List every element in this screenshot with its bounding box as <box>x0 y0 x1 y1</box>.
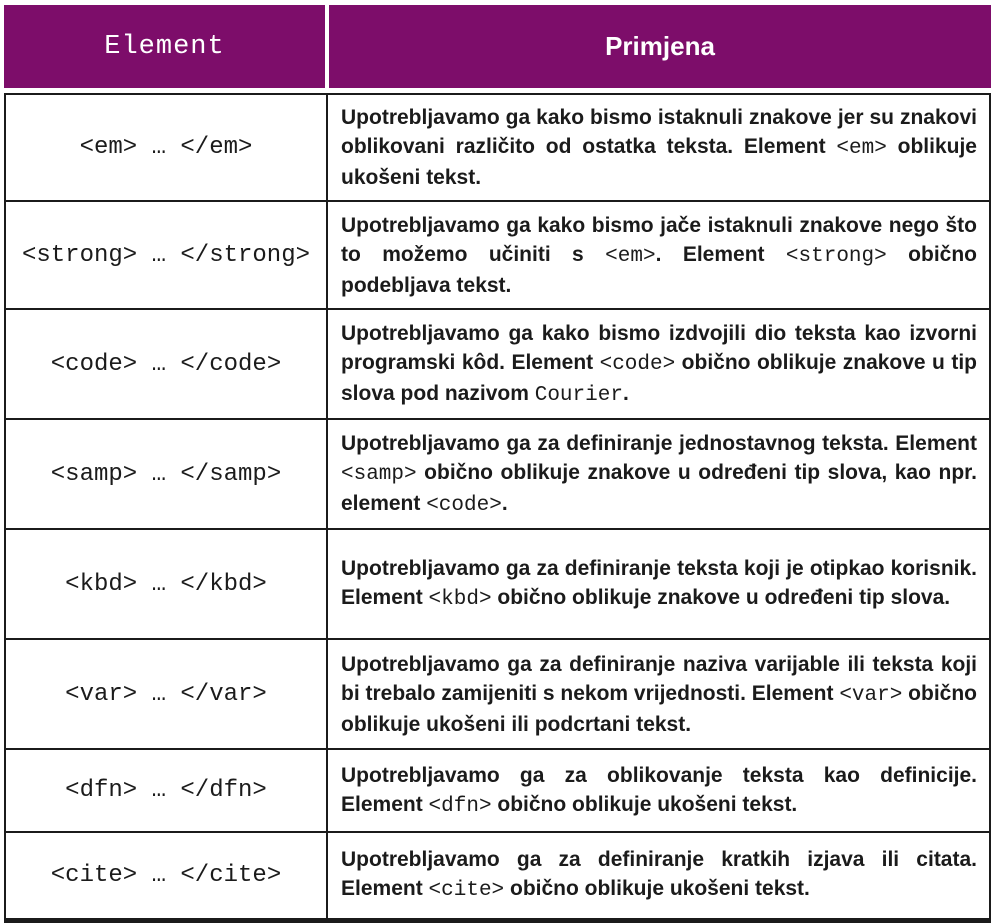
table-header <box>4 5 991 88</box>
table-row <box>5 639 990 749</box>
primjena-description-cell <box>327 201 990 309</box>
inline-text: obično oblikuje znakove u tip slova pod nazivom <box>341 350 977 405</box>
inline-text: obično oblikuje ukošeni ili podcrtani tekst. <box>341 681 977 736</box>
table-row <box>5 529 990 639</box>
primjena-description-cell <box>327 749 990 832</box>
inline-text: Upotrebljavamo ga kako bismo izdvojili dio teksta kao izvorni programski kôd. Element <box>341 321 977 374</box>
element-tag-cell: <cite> … </cite> <box>5 832 327 920</box>
primjena-description-cell <box>327 94 990 201</box>
element-tag-cell: <em> … </em> <box>5 94 327 201</box>
inline-text: . <box>501 491 508 515</box>
table-row <box>5 749 990 832</box>
inline-text: Upotrebljavamo ga kako bismo istaknuli znakove jer su znakovi oblikovani različito od ostatka teksta. Element <box>341 106 977 158</box>
inline-code: <code> <box>599 352 676 376</box>
inline-text: obično podebljava tekst. <box>341 242 977 297</box>
inline-text: Upotrebljavamo ga za definiranje naziva varijable ili teksta koji bi trebalo zamijeniti s nekom vrijednosti. Element <box>341 652 977 705</box>
primjena-description-cell <box>327 639 990 749</box>
element-tag-cell: <var> … </var> <box>5 639 327 749</box>
element-tag-cell: <kbd> … </kbd> <box>5 529 327 639</box>
inline-code: <kbd> <box>428 588 492 611</box>
inline-text: obično oblikuje znakove u određeni tip slova. <box>491 586 951 609</box>
inline-text: . Element <box>655 242 786 266</box>
inline-text: oblikuje ukošeni tekst. <box>341 135 977 189</box>
inline-code: <em> <box>836 137 887 160</box>
inline-code: <em> <box>605 244 656 268</box>
inline-text: Upotrebljavamo ga kako bismo jače istaknuli znakove nego što to možemo učiniti s <box>341 213 977 266</box>
inline-text: obično oblikuje ukošeni tekst. <box>491 792 798 816</box>
table-row <box>5 201 990 309</box>
column-header-primjena-label: Primjena <box>605 31 715 61</box>
primjena-description-cell <box>327 832 990 920</box>
element-tag-cell: <dfn> … </dfn> <box>5 749 327 832</box>
table-body <box>5 94 990 920</box>
element-tag-cell: <strong> … </strong> <box>5 201 327 309</box>
inline-text: . <box>622 381 629 405</box>
inline-code: <samp> <box>341 462 417 486</box>
inline-text: Upotrebljavamo ga za oblikovanje teksta kao definicije. Element <box>341 763 977 816</box>
inline-code: <code> <box>426 493 502 517</box>
column-header-element <box>4 5 325 88</box>
table-row <box>5 832 990 920</box>
table-row <box>5 419 990 529</box>
inline-text: obično oblikuje znakove u određeni tip slova, kao npr. element <box>341 460 977 515</box>
elements-table <box>4 93 991 923</box>
document-page <box>0 5 997 924</box>
inline-text: obično oblikuje ukošeni tekst. <box>504 877 810 901</box>
inline-code: <strong> <box>785 244 887 268</box>
inline-code: <cite> <box>428 879 505 903</box>
column-header-element-label: Element <box>104 31 225 62</box>
inline-code: <var> <box>839 683 903 707</box>
column-header-primjena <box>329 5 991 88</box>
inline-text: Upotrebljavamo ga za definiranje jednostavnog teksta. Element <box>341 431 977 455</box>
inline-code: <dfn> <box>428 794 492 818</box>
primjena-description-cell <box>327 309 990 419</box>
inline-code: Courier <box>534 383 623 407</box>
inline-text: Upotrebljavamo ga za definiranje teksta koji je otipkao korisnik. Element <box>341 557 977 609</box>
primjena-description-cell <box>327 529 990 639</box>
element-tag-cell: <samp> … </samp> <box>5 419 327 529</box>
element-tag-cell: <code> … </code> <box>5 309 327 419</box>
table-row <box>5 309 990 419</box>
inline-text: Upotrebljavamo ga za definiranje kratkih izjava ili citata. Element <box>341 848 977 901</box>
primjena-description-cell <box>327 419 990 529</box>
table-row <box>5 94 990 201</box>
